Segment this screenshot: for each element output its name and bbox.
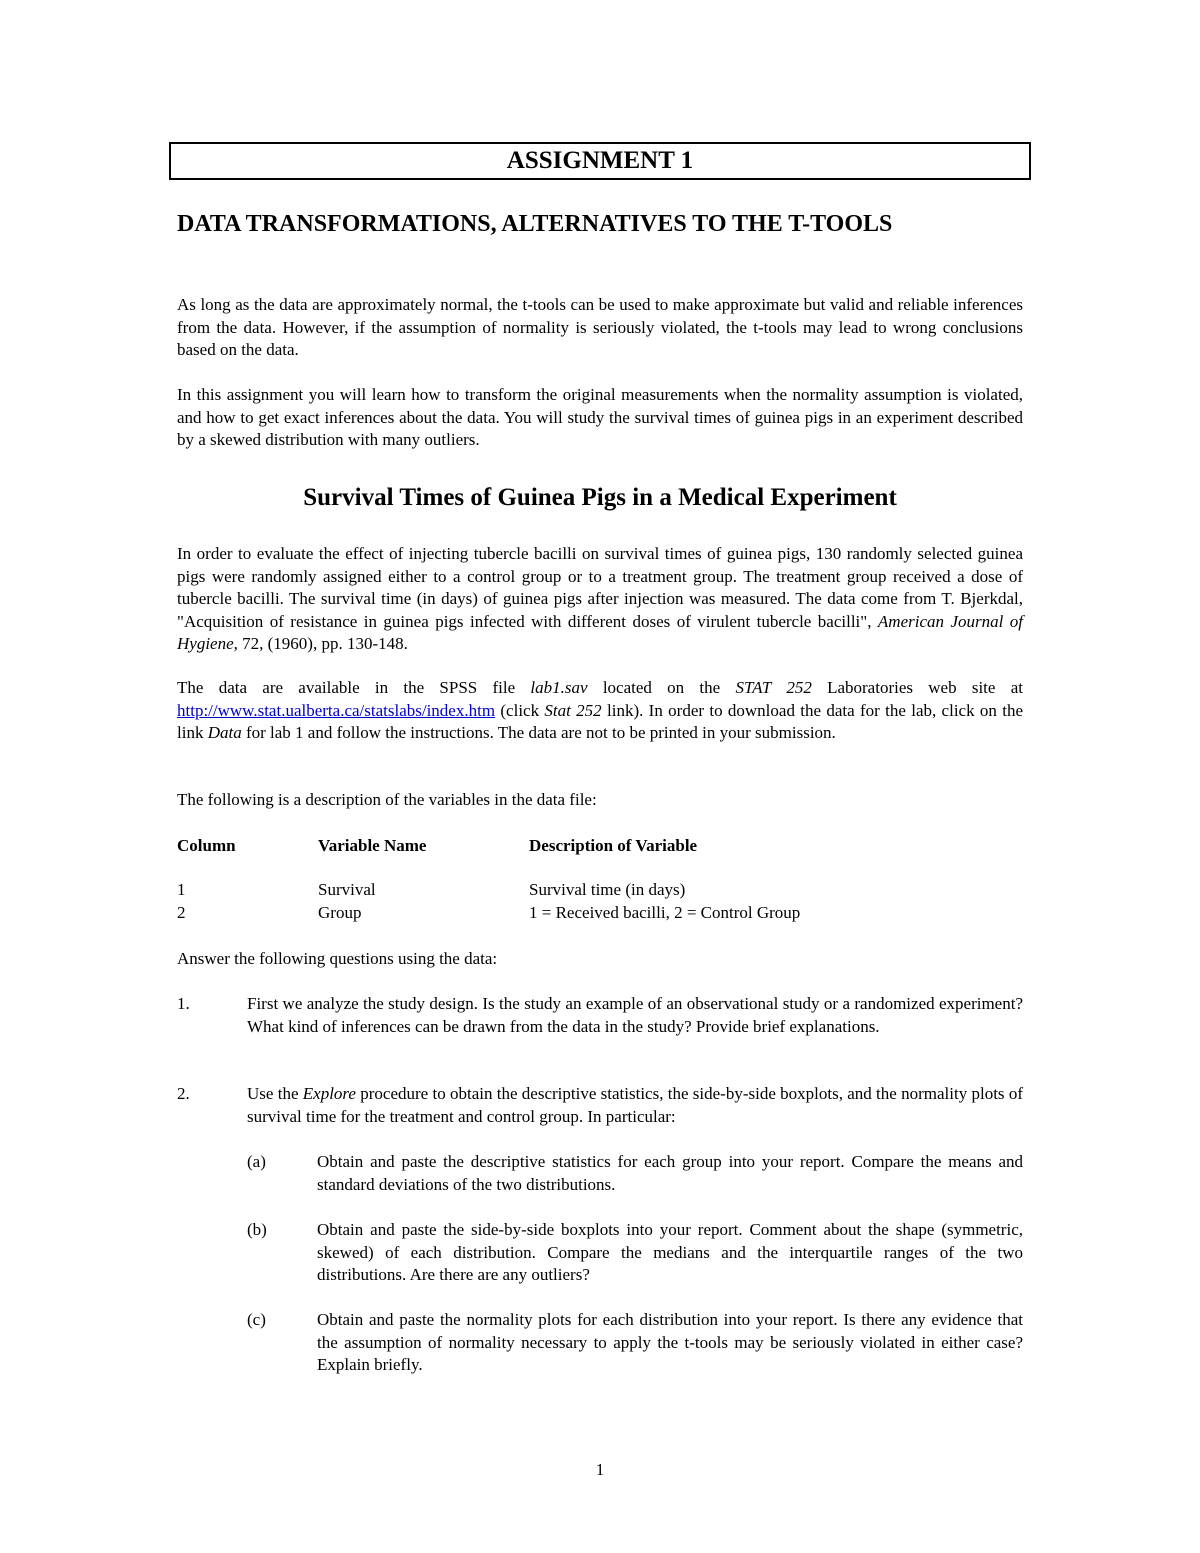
intro-paragraph-2: In this assignment you will learn how to transform the original measurements when the normality assumption is violated, and how to get exact inferences about the data. You will study the survival times of guinea pigs in an experiment described by a skewed distribution with many outliers.: [177, 385, 1023, 450]
study-paragraph: [177, 543, 1023, 656]
course-name: STAT 252: [735, 678, 812, 697]
question-number: 1.: [177, 994, 190, 1013]
click-target-name: Stat 252: [544, 700, 602, 720]
availability-paragraph: [177, 677, 1023, 745]
answer-intro: Answer the following questions using the data:: [177, 949, 498, 968]
sub-question-label: (b): [247, 1220, 267, 1239]
data-file-name: lab1.sav: [530, 678, 588, 697]
page-number: 1: [595, 1460, 605, 1479]
variables-intro: The following is a description of the variables in the data file:: [177, 790, 597, 809]
question-number: 2.: [177, 1084, 190, 1103]
sub-question-label: (a): [247, 1152, 266, 1171]
availability-text-2: located on the: [587, 678, 736, 697]
table-cell: 1 = Received bacilli, 2 = Control Group: [529, 903, 801, 922]
column-header-column: Column: [177, 836, 236, 855]
table-cell: Group: [318, 903, 362, 922]
section-title: Survival Times of Guinea Pigs in a Medical Experiment: [303, 484, 897, 511]
table-cell: Survival: [318, 880, 376, 899]
sub-question-text: Obtain and paste the side-by-side boxplots into your report. Comment about the shape (symmetric, skewed) of each distribution. Compare the medians and the interquartile ranges of the two distributions. Are there are any outliers?: [317, 1220, 1023, 1285]
assignment-title: ASSIGNMENT 1: [169, 142, 1031, 180]
question-text: First we analyze the study design. Is the study an example of an observational study or a randomized experiment? What kind of inferences can be drawn from the data in the study? Provide brief explanations.: [247, 994, 1023, 1036]
explore-procedure-name: Explore: [302, 1084, 356, 1103]
table-cell: 2: [177, 903, 186, 922]
study-text: In order to evaluate the effect of injecting tubercle bacilli on survival times of guinea pigs, 130 randomly selected guinea pigs were randomly assigned either to a control group or to a treatment group. The treatment group received a dose of tubercle bacilli. The survival time (in days) of guinea pigs after injection was measured. The data come from T. Bjerkdal, "Acquisition of resistance in guinea pigs infected with different doses of virulent tubercle bacilli",: [177, 544, 1023, 631]
sub-question-text: Obtain and paste the descriptive statistics for each group into your report. Compare the means and standard deviations of the two distributions.: [317, 1152, 1023, 1194]
table-cell: 1: [177, 880, 186, 899]
question-2-pre: Use the: [247, 1084, 303, 1103]
sub-question-label: (c): [247, 1310, 266, 1329]
availability-text-3: Laboratories web site at: [811, 678, 1023, 697]
availability-text-4: (click: [495, 700, 545, 720]
journal-name: American Journal of Hygiene: [177, 611, 1023, 654]
question-text: [247, 1083, 1023, 1128]
availability-text-6: for lab 1 and follow the instructions. The data are not to be printed in your submission.: [241, 723, 836, 743]
data-link-name: Data: [207, 723, 242, 743]
question-2-post: procedure to obtain the descriptive statistics, the side-by-side boxplots, and the normality plots of survival time for the treatment and control group. In particular:: [247, 1084, 1023, 1126]
availability-text-5: link). In order to download the data for the lab, click on the link: [177, 700, 1024, 743]
main-heading: DATA TRANSFORMATIONS, ALTERNATIVES TO THE T-TOOLS: [177, 211, 893, 237]
labs-website-link[interactable]: http://www.stat.ualberta.ca/statslabs/index.htm: [177, 700, 496, 720]
sub-question-text: Obtain and paste the normality plots for each distribution into your report. Is there any evidence that the assumption of normality necessary to apply the t-tools may be seriously violated in either case? Explain briefly.: [317, 1310, 1023, 1375]
table-cell: Survival time (in days): [529, 880, 686, 899]
column-header-description: Description of Variable: [529, 836, 698, 855]
availability-text-1: The data are available in the SPSS file: [177, 678, 531, 697]
column-header-variable-name: Variable Name: [318, 836, 427, 855]
intro-paragraph-1: As long as the data are approximately normal, the t-tools can be used to make approximate but valid and reliable inferences from the data. However, if the assumption of normality is seriously violated, the t-tools may lead to wrong conclusions based on the data.: [177, 295, 1023, 360]
citation-end: , 72, (1960), pp. 130-148.: [233, 634, 408, 654]
